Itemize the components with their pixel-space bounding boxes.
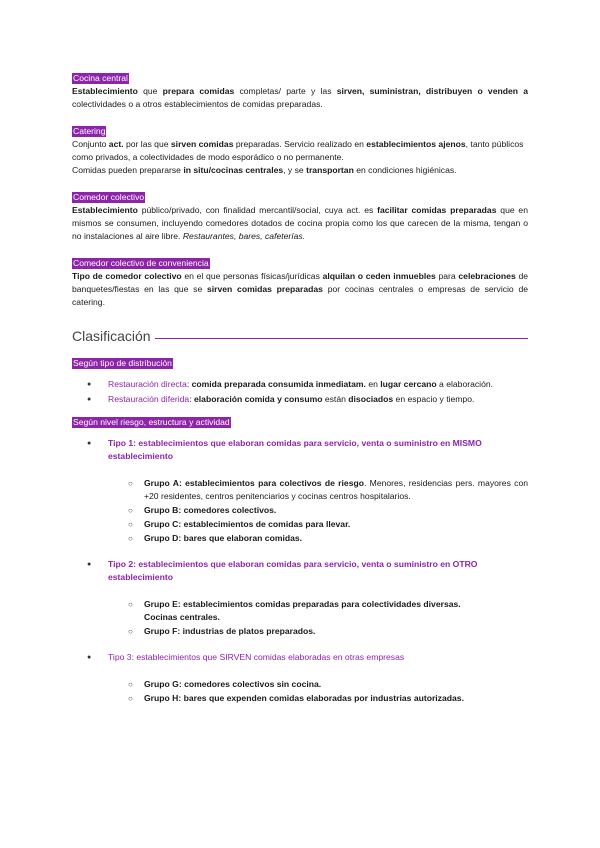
bold-text: Grupo G: comedores colectivos sin cocina. — [144, 679, 322, 689]
bold-text: transportan — [306, 165, 354, 175]
bold-text: Grupo A: establecimientos para colectivos de riesgo — [144, 478, 364, 488]
section-cocina-central — [72, 72, 528, 111]
tipo-2-label: Tipo 2: establecimientos que elaboran comidas para servicio, venta o suministro en OTRO establecimiento — [108, 559, 478, 582]
bold-text: disociados — [348, 394, 394, 404]
bold-text: sirven comidas — [170, 139, 234, 149]
bold-text: alquilan o ceden inmuebles — [322, 271, 436, 281]
list-grupos-tipo-2 — [72, 598, 528, 638]
text: en el que personas físicas/jurídicas — [181, 271, 323, 281]
paragraph-comedor-colectivo — [72, 204, 528, 243]
paragraph-comedor-conveniencia — [72, 270, 528, 309]
list-distribucion — [72, 378, 528, 406]
bold-text: Grupo C: establecimientos de comidas para llevar. — [144, 519, 351, 529]
restauracion-diferida-label: Restauración diferida — [108, 394, 190, 404]
tipo-3-label: Tipo 3: establecimientos que SIRVEN comidas elaboradas en otras empresas — [108, 652, 405, 662]
paragraph-catering-2 — [72, 164, 528, 177]
heading-catering: Catering — [73, 126, 106, 136]
list-item-tipo-2 — [72, 558, 528, 596]
text: que — [137, 86, 163, 96]
bold-text: Grupo D: bares que elaboran comidas. — [144, 533, 303, 543]
paragraph-cocina-central — [72, 85, 528, 111]
bold-text: Cocinas centrales. — [144, 612, 220, 622]
bold-text: lugar cercano — [380, 379, 437, 389]
bold-text: Grupo H: bares que expenden comidas elaboradas por industrias autorizadas. — [144, 693, 464, 703]
section-comedor-conveniencia — [72, 257, 528, 309]
text: que en mismos se consumen, incluyendo comedores dotados de cocina propia como los que carecen de la misma, tengan o no instalaciones al aire libre. — [72, 205, 528, 241]
bold-text: Tipo de comedor colectivo — [72, 271, 182, 281]
list-item — [72, 504, 528, 517]
bold-text: Grupo E: establecimientos comidas preparadas para colectividades diversas. — [144, 599, 461, 609]
bold-text: elaboración comida y consumo — [194, 394, 323, 404]
text: : — [186, 379, 192, 389]
bold-text: Grupo F: industrias de platos preparados. — [144, 626, 316, 636]
clasificacion-title: Clasificación — [72, 328, 151, 344]
list-item — [72, 678, 528, 691]
bold-text: Establecimiento — [72, 205, 138, 215]
tipo-1-label: Tipo 1: establecimientos que elaboran comidas para servicio, venta o suministro en MISMO establecimiento — [108, 438, 482, 461]
text: por cocinas centrales o empresas de servicio de catering. — [72, 284, 528, 307]
text: , tanto públicos como privados, a colectividades de modo esporádico o no permanente. — [72, 139, 524, 162]
document-content — [72, 72, 528, 706]
bold-text: comida preparada consumida inmediatam. — [191, 379, 366, 389]
bold-text: Establecimiento — [72, 86, 138, 96]
title-underline — [155, 338, 528, 339]
section-title-clasificacion — [72, 323, 528, 343]
heading-nivel-riesgo: Según nivel riesgo, estructura y actividad — [73, 417, 230, 427]
bold-text: sirven, suministran, distribuyen o venden a — [336, 86, 528, 96]
bold-text: act. — [108, 139, 124, 149]
list-tipos-2 — [72, 558, 528, 596]
text: completas/ parte y las — [234, 86, 337, 96]
list-grupos-tipo-1 — [72, 477, 528, 545]
list-item — [72, 598, 528, 624]
list-item — [72, 378, 528, 391]
section-comedor-colectivo — [72, 191, 528, 243]
text: público/privado, con finalidad mercantil/social, cuya act. es — [137, 205, 378, 215]
text: Conjunto — [72, 139, 109, 149]
bold-text: celebraciones — [458, 271, 516, 281]
text: : — [189, 394, 194, 404]
bold-text: Grupo B: comedores colectivos. — [144, 505, 277, 515]
heading-comedor-conveniencia: Comedor colectivo de conveniencia — [73, 258, 209, 268]
heading-distribucion: Según tipo de distribución — [73, 358, 172, 368]
list-item — [72, 393, 528, 406]
bold-text: sirven comidas preparadas — [206, 284, 323, 294]
bold-text: facilitar comidas preparadas — [377, 205, 497, 215]
text: , y se — [283, 165, 307, 175]
list-item — [72, 477, 528, 503]
text: en condiciones higiénicas. — [353, 165, 457, 175]
list-item-tipo-3 — [72, 651, 528, 676]
text: . Menores, residencias pers. mayores con +20 residentes, centros penitenciarios y cocinas centros hospitalarios. — [144, 478, 529, 501]
text: colectividades o a otros establecimientos de comidas preparadas. — [72, 99, 323, 109]
list-item — [72, 625, 528, 638]
list-item — [72, 532, 528, 545]
list-tipos — [72, 437, 528, 475]
text: en — [365, 379, 381, 389]
restauracion-directa-label: Restauración directa — [108, 379, 187, 389]
text: Comidas pueden prepararse — [72, 165, 184, 175]
subsection-nivel-riesgo — [72, 416, 528, 705]
text: de banquetes/fiestas en las que se — [72, 271, 528, 294]
italic-text: Restaurantes, bares, cafeterías. — [182, 231, 306, 241]
list-item — [72, 692, 528, 705]
bold-text: in situ/cocinas centrales — [183, 165, 284, 175]
bold-text: establecimientos ajenos — [366, 139, 466, 149]
section-catering — [72, 125, 528, 177]
text: en espacio y tiempo. — [393, 394, 475, 404]
heading-cocina-central: Cocina central — [73, 73, 128, 83]
list-grupos-tipo-3 — [72, 678, 528, 705]
heading-comedor-colectivo: Comedor colectivo — [73, 192, 145, 202]
text: para — [435, 271, 459, 281]
text: preparadas. Servicio realizado en — [233, 139, 367, 149]
bold-text: prepara comidas — [162, 86, 235, 96]
text: por las que — [123, 139, 171, 149]
text: a elaboración. — [436, 379, 494, 389]
list-item — [72, 518, 528, 531]
text: están — [322, 394, 349, 404]
paragraph-catering-1 — [72, 138, 528, 164]
list-item-tipo-1 — [72, 437, 528, 475]
list-tipos-3 — [72, 651, 528, 676]
subsection-distribucion — [72, 357, 528, 406]
